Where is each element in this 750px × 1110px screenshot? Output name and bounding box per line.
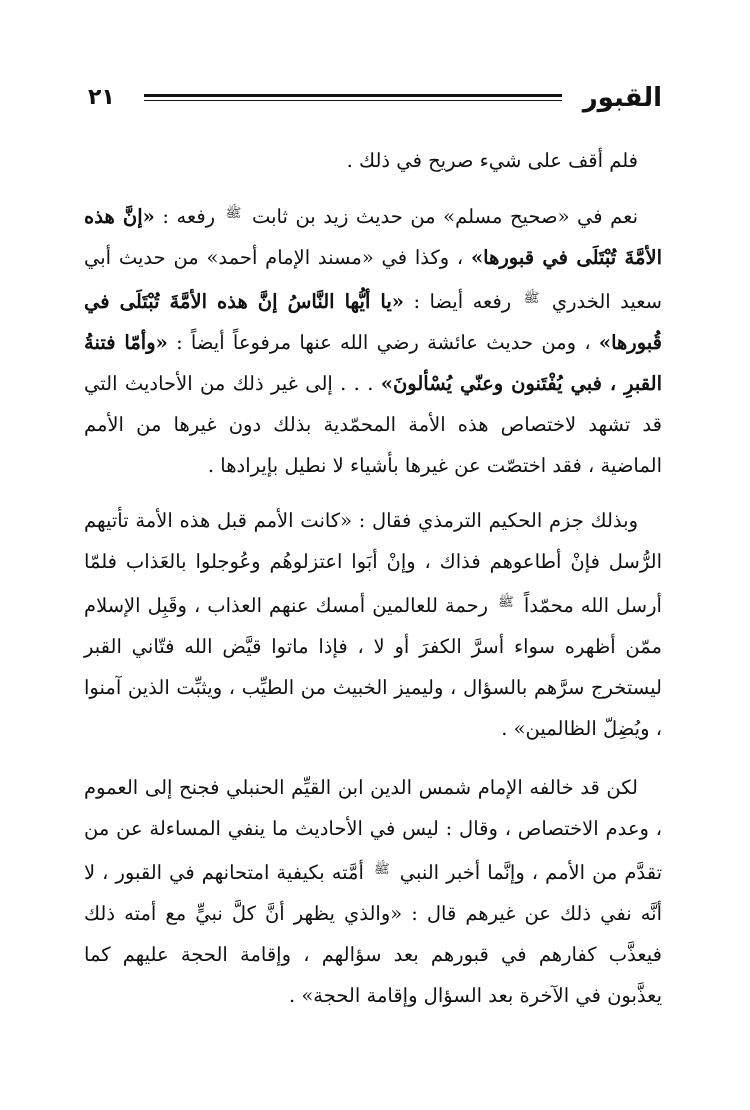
- page-number: ٢١: [88, 85, 115, 110]
- page-header: [88, 78, 662, 118]
- honorific-glyph: ﷺ: [225, 206, 242, 221]
- hadith-quote: «إنَّ هذه الأمَّةَ تُبْتَلَى في قبورها»: [84, 205, 662, 269]
- paragraph-2-text-a: نعم في «صحيح مسلم» من حديث زيد بن ثابت: [251, 205, 638, 228]
- running-title: القبور: [582, 83, 662, 113]
- paragraph-2-text-b: رفعه :: [162, 205, 216, 228]
- paragraph-1-text: فلم أقف على شيء صريح في ذلك .: [346, 149, 638, 172]
- honorific-glyph: ﷺ: [373, 862, 390, 877]
- paragraph-3: [84, 500, 662, 749]
- paragraph-2-text-d: ، وكذا في «مسند الإمام أحمد» من حديث أبي سعيد الخدري: [84, 246, 663, 313]
- paragraph-3-text-b: رحمة للعالمين أمسك عنهم العذاب ، وقَبِل الإسلام ممّن أظهره سواء أسرَّ الكفرَ أو لا ، فإذا ماتوا قيَّض الله فتّاني القبر ليستخرج سرَّهم بالسؤال ، وليميز الخبيث من الطيِّب ، ويثبِّت الذين آمنوا ، ويُضِلّ الظالمين» .: [84, 594, 662, 740]
- honorific-glyph: ﷺ: [523, 291, 540, 306]
- paragraph-4-text-a: لكن قد خالفه الإمام شمس الدين ابن القيِّم الحنبلي فجنح إلى العموم ، وعدم الاختصاص ، وقال : ليس في الأحاديث ما ينفي المساءلة عن من تقدَّم من الأمم ، وإنَّما أخبر النبي: [84, 776, 662, 884]
- paragraph-4: [84, 767, 662, 1016]
- paragraph-3-text-a: وبذلك جزم الحكيم الترمذي فقال : «كانت الأمم قبل هذه الأمة تأتيهم الرُّسل فإنْ أطاعوهم فذاك ، وإنْ أبَوا اعتزلوهُم وعُوجلوا بالعَذاب فلمّا أرسل الله محمّداً: [84, 509, 662, 617]
- paragraph-1: [84, 140, 662, 181]
- paragraph-2: [84, 193, 662, 486]
- hadith-quote: «يا أيُّها النَّاسُ إنَّ هذه الأمَّةَ تُبْتَلَى في قُبورها»: [84, 290, 662, 354]
- paragraph-2-text-g: ، ومن حديث عائشة رضي الله عنها مرفوعاً أيضاً :: [176, 331, 591, 354]
- paragraph-4-text-b: أمَّته بكيفية امتحانهم في القبور ، لا أنَّه نفي ذلك عن غيرهم قال : «والذي يظهر أنَّ كلَّ نبيٍّ مع أمته ذلك فيعذَّب كفارهم في قبورهم بعد سؤالهم ، وإقامة الحجة عليهم كما يعذَّبون في الآخرة بعد السؤال وإقامة الحجة» .: [84, 861, 662, 1007]
- header-rule: [144, 94, 562, 101]
- honorific-glyph: ﷺ: [498, 595, 514, 610]
- paragraph-2-text-e: رفعه أيضا :: [413, 290, 512, 313]
- paragraph-2-text-i: . . . إلى غير ذلك من الأحاديث التي قد تشهد لاختصاص هذه الأمة المحمّدية بذلك دون غيرها من الأمم الماضية ، فقد اختصّت عن غيرها بأشياء لا نطيل بإيرادها .: [84, 372, 662, 477]
- page-body: [84, 140, 662, 1030]
- hadith-quote: «وأمّا فتنةُ القبرِ ، فبي يُفْتَنون وعنّي يُسْألونَ»: [84, 331, 662, 395]
